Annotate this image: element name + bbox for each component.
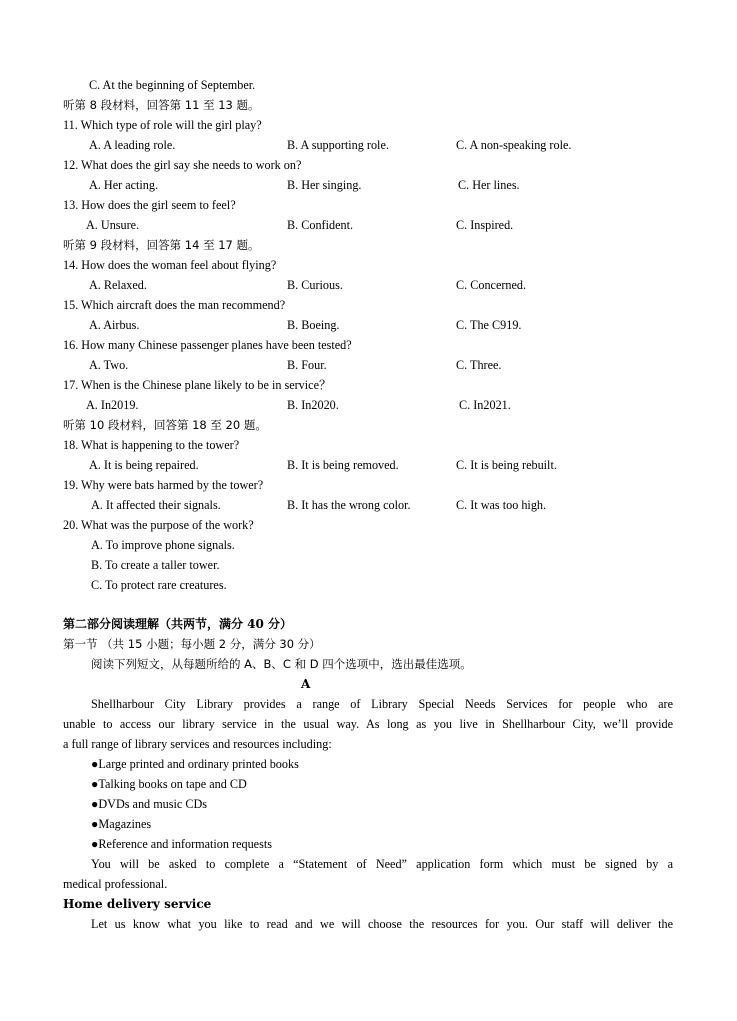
text-line-l30: B. In2020. <box>287 398 339 412</box>
text-line-l17: A. Relaxed. <box>89 278 147 292</box>
text-line-l12: A. Unsure. <box>86 218 140 232</box>
text-line-l11: 13. How does the girl seem to feel? <box>63 198 236 212</box>
text-line-l34: A. It is being repaired. <box>89 458 199 472</box>
text-line-l54: ●DVDs and music CDs <box>91 797 208 811</box>
text-line-l29: A. In2019. <box>86 398 139 412</box>
text-line-l36: C. It is being rebuilt. <box>456 458 557 472</box>
text-line-l19: C. Concerned. <box>456 278 527 292</box>
text-line-l24: 16. How many Chinese passenger planes have been tested? <box>63 338 352 352</box>
text-line-l20: 15. Which aircraft does the man recommend? <box>63 298 286 312</box>
text-line-l21: A. Airbus. <box>89 318 140 332</box>
text-line-l60: Let us know what you like to read and we will choose the resources for you. Our staff will deliver the <box>91 917 673 931</box>
text-line-l28: 17. When is the Chinese plane likely to be in service？ <box>63 378 332 392</box>
text-line-l51: a full range of library services and resources including: <box>63 737 332 751</box>
text-line-l13: B. Confident. <box>287 218 354 232</box>
text-line-l43: B. To create a taller tower. <box>91 558 220 572</box>
text-line-l22: B. Boeing. <box>287 318 340 332</box>
text-line-l52: ●Large printed and ordinary printed books <box>91 757 299 771</box>
text-line-l33: 18. What is happening to the tower? <box>63 438 240 452</box>
text-line-l40: C. It was too high. <box>456 498 547 512</box>
text-line-l37: 19. Why were bats harmed by the tower? <box>63 478 264 492</box>
text-line-l35: B. It is being removed. <box>287 458 399 472</box>
text-line-l09: B. Her singing. <box>287 178 362 192</box>
text-line-l32: 听第 10 段材料，回答第 18 至 20 题。 <box>63 418 267 432</box>
text-line-l56: ●Reference and information requests <box>91 837 272 851</box>
text-line-l31: C. In2021. <box>459 398 511 412</box>
text-line-l58: medical professional. <box>63 877 168 891</box>
text-line-l01: C. At the beginning of September. <box>89 78 256 92</box>
text-line-l05: B. A supporting role. <box>287 138 389 152</box>
text-line-l39: B. It has the wrong color. <box>287 498 411 512</box>
text-line-l04: A. A leading role. <box>89 138 176 152</box>
text-line-l23: C. The C919. <box>456 318 522 332</box>
text-line-l48: A <box>301 677 311 691</box>
text-line-l50: unable to access our library service in the usual way. As long as you live in Shellharbour City, we’ll provide <box>63 717 673 731</box>
text-line-l57: You will be asked to complete a “Statement of Need” application form which must be signed by a <box>91 857 673 871</box>
text-line-l18: B. Curious. <box>287 278 343 292</box>
text-line-l26: B. Four. <box>287 358 327 372</box>
text-line-l53: ●Talking books on tape and CD <box>91 777 247 791</box>
text-line-l02: 听第 8 段材料，回答第 11 至 13 题。 <box>63 98 260 112</box>
text-line-l15: 听第 9 段材料，回答第 14 至 17 题。 <box>63 238 260 252</box>
text-line-l38: A. It affected their signals. <box>91 498 221 512</box>
text-line-l49: Shellharbour City Library provides a range of Library Special Needs Services for people who are <box>91 697 673 711</box>
text-line-l59: Home delivery service <box>63 897 212 911</box>
text-line-l42: A. To improve phone signals. <box>91 538 235 552</box>
text-line-l41: 20. What was the purpose of the work? <box>63 518 254 532</box>
text-line-l45: 第二部分阅读理解（共两节，满分 40 分） <box>63 617 293 631</box>
text-line-l16: 14. How does the woman feel about flying? <box>63 258 277 272</box>
text-line-l03: 11. Which type of role will the girl play? <box>63 118 262 132</box>
text-line-l08: A. Her acting. <box>89 178 159 192</box>
text-line-l47: 阅读下列短文，从每题所给的 A、B、C 和 D 四个选项中，选出最佳选项。 <box>91 657 472 671</box>
text-line-l07: 12. What does the girl say she needs to work on? <box>63 158 302 172</box>
text-line-l25: A. Two. <box>89 358 129 372</box>
text-line-l27: C. Three. <box>456 358 502 372</box>
text-line-l06: C. A non-speaking role. <box>456 138 572 152</box>
text-line-l10: C. Her lines. <box>458 178 520 192</box>
text-line-l14: C. Inspired. <box>456 218 514 232</box>
text-line-l55: ●Magazines <box>91 817 152 831</box>
text-line-l44: C. To protect rare creatures. <box>91 578 227 592</box>
text-line-l46: 第一节 （共 15 小题；每小题 2 分，满分 30 分） <box>63 637 321 651</box>
